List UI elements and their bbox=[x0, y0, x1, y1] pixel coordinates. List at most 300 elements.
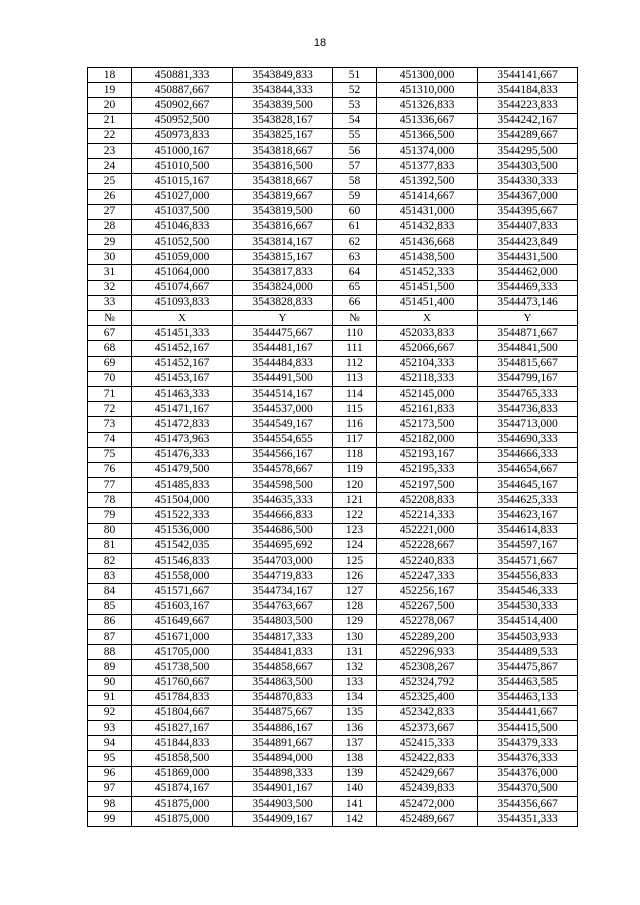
cell-num-right: 63 bbox=[333, 250, 377, 265]
cell-x-left: 451858,500 bbox=[132, 751, 233, 766]
cell-y-left: 3544903,500 bbox=[233, 797, 333, 812]
cell-num-left: 97 bbox=[88, 781, 132, 796]
cell-x-right: 452256,167 bbox=[377, 584, 478, 599]
header-num-left: № bbox=[88, 311, 132, 326]
cell-x-right: 451366,500 bbox=[377, 128, 478, 143]
cell-num-left: 73 bbox=[88, 417, 132, 432]
cell-num-right: 128 bbox=[333, 599, 377, 614]
table-row bbox=[88, 629, 578, 644]
coordinates-table bbox=[87, 67, 578, 827]
cell-num-left: 88 bbox=[88, 645, 132, 660]
cell-x-right: 452145,000 bbox=[377, 386, 478, 401]
table-header-block bbox=[88, 311, 578, 326]
cell-num-right: 136 bbox=[333, 721, 377, 736]
cell-x-left: 451738,500 bbox=[132, 660, 233, 675]
cell-x-right: 452208,833 bbox=[377, 493, 478, 508]
cell-y-left: 3543814,167 bbox=[233, 235, 333, 250]
cell-x-left: 451536,000 bbox=[132, 523, 233, 538]
cell-num-right: 118 bbox=[333, 447, 377, 462]
table-row bbox=[88, 417, 578, 432]
table-row bbox=[88, 721, 578, 736]
cell-y-right: 3544713,000 bbox=[478, 417, 578, 432]
cell-y-right: 3544295,500 bbox=[478, 143, 578, 158]
cell-x-left: 451760,667 bbox=[132, 675, 233, 690]
cell-num-left: 69 bbox=[88, 356, 132, 371]
cell-x-right: 451374,000 bbox=[377, 143, 478, 158]
cell-num-left: 91 bbox=[88, 690, 132, 705]
cell-y-right: 3544223,833 bbox=[478, 98, 578, 113]
cell-y-right: 3544462,000 bbox=[478, 265, 578, 280]
cell-y-right: 3544765,333 bbox=[478, 386, 578, 401]
cell-y-left: 3544909,167 bbox=[233, 812, 333, 827]
cell-y-right: 3544514,400 bbox=[478, 614, 578, 629]
cell-y-right: 3544370,500 bbox=[478, 781, 578, 796]
cell-y-right: 3544431,500 bbox=[478, 250, 578, 265]
cell-num-left: 74 bbox=[88, 432, 132, 447]
table-row bbox=[88, 356, 578, 371]
cell-y-right: 3544367,000 bbox=[478, 189, 578, 204]
cell-y-right: 3544530,333 bbox=[478, 599, 578, 614]
table-row bbox=[88, 538, 578, 553]
cell-y-right: 3544489,533 bbox=[478, 645, 578, 660]
cell-num-right: 54 bbox=[333, 113, 377, 128]
cell-y-right: 3544546,333 bbox=[478, 584, 578, 599]
table-row bbox=[88, 614, 578, 629]
cell-num-left: 98 bbox=[88, 797, 132, 812]
cell-num-left: 29 bbox=[88, 235, 132, 250]
cell-y-left: 3544475,667 bbox=[233, 326, 333, 341]
cell-num-left: 76 bbox=[88, 462, 132, 477]
cell-x-left: 450952,500 bbox=[132, 113, 233, 128]
cell-x-right: 452422,833 bbox=[377, 751, 478, 766]
cell-x-left: 451451,333 bbox=[132, 326, 233, 341]
cell-num-right: 114 bbox=[333, 386, 377, 401]
table-row bbox=[88, 751, 578, 766]
cell-y-left: 3544554,655 bbox=[233, 432, 333, 447]
cell-num-right: 122 bbox=[333, 508, 377, 523]
cell-num-right: 58 bbox=[333, 174, 377, 189]
cell-y-left: 3544858,667 bbox=[233, 660, 333, 675]
cell-x-right: 452161,833 bbox=[377, 402, 478, 417]
cell-num-right: 125 bbox=[333, 554, 377, 569]
table-row bbox=[88, 508, 578, 523]
cell-y-left: 3544891,667 bbox=[233, 736, 333, 751]
cell-num-right: 110 bbox=[333, 326, 377, 341]
cell-num-right: 115 bbox=[333, 402, 377, 417]
cell-x-left: 450973,833 bbox=[132, 128, 233, 143]
cell-y-left: 3543828,833 bbox=[233, 295, 333, 310]
cell-y-left: 3543828,167 bbox=[233, 113, 333, 128]
cell-y-left: 3544803,500 bbox=[233, 614, 333, 629]
cell-num-left: 25 bbox=[88, 174, 132, 189]
table-row bbox=[88, 341, 578, 356]
cell-x-left: 451705,000 bbox=[132, 645, 233, 660]
cell-y-right: 3544871,667 bbox=[478, 326, 578, 341]
cell-y-left: 3544734,167 bbox=[233, 584, 333, 599]
cell-y-left: 3543839,500 bbox=[233, 98, 333, 113]
cell-num-left: 70 bbox=[88, 371, 132, 386]
cell-y-right: 3544841,500 bbox=[478, 341, 578, 356]
header-y-right: Y bbox=[478, 311, 578, 326]
cell-x-right: 451438,500 bbox=[377, 250, 478, 265]
cell-y-right: 3544815,667 bbox=[478, 356, 578, 371]
header-num-right: № bbox=[333, 311, 377, 326]
table-row bbox=[88, 265, 578, 280]
cell-y-left: 3544578,667 bbox=[233, 462, 333, 477]
table-row bbox=[88, 736, 578, 751]
cell-y-left: 3544763,667 bbox=[233, 599, 333, 614]
cell-x-left: 451649,667 bbox=[132, 614, 233, 629]
cell-x-right: 452118,333 bbox=[377, 371, 478, 386]
table-row bbox=[88, 493, 578, 508]
cell-x-left: 451479,500 bbox=[132, 462, 233, 477]
cell-y-right: 3544351,333 bbox=[478, 812, 578, 827]
table-row bbox=[88, 447, 578, 462]
cell-num-right: 132 bbox=[333, 660, 377, 675]
page-number: 18 bbox=[313, 37, 327, 49]
table-row bbox=[88, 326, 578, 341]
cell-y-right: 3544623,167 bbox=[478, 508, 578, 523]
cell-x-right: 452033,833 bbox=[377, 326, 478, 341]
cell-x-right: 452267,500 bbox=[377, 599, 478, 614]
cell-num-left: 84 bbox=[88, 584, 132, 599]
cell-x-left: 451875,000 bbox=[132, 797, 233, 812]
table-row bbox=[88, 675, 578, 690]
cell-x-left: 451476,333 bbox=[132, 447, 233, 462]
table-row bbox=[88, 797, 578, 812]
cell-y-left: 3544870,833 bbox=[233, 690, 333, 705]
cell-num-right: 120 bbox=[333, 478, 377, 493]
table-row bbox=[88, 569, 578, 584]
cell-y-left: 3543815,167 bbox=[233, 250, 333, 265]
cell-x-right: 451336,667 bbox=[377, 113, 478, 128]
cell-num-left: 92 bbox=[88, 705, 132, 720]
cell-y-right: 3544330,333 bbox=[478, 174, 578, 189]
cell-x-left: 451074,667 bbox=[132, 280, 233, 295]
cell-num-right: 123 bbox=[333, 523, 377, 538]
cell-x-left: 451522,333 bbox=[132, 508, 233, 523]
cell-num-right: 137 bbox=[333, 736, 377, 751]
cell-x-right: 452195,333 bbox=[377, 462, 478, 477]
cell-num-right: 116 bbox=[333, 417, 377, 432]
cell-x-left: 451064,000 bbox=[132, 265, 233, 280]
cell-num-right: 111 bbox=[333, 341, 377, 356]
cell-num-left: 71 bbox=[88, 386, 132, 401]
table-row bbox=[88, 781, 578, 796]
cell-y-right: 3544571,667 bbox=[478, 554, 578, 569]
table-row bbox=[88, 113, 578, 128]
cell-x-left: 450902,667 bbox=[132, 98, 233, 113]
table-row bbox=[88, 462, 578, 477]
cell-num-right: 129 bbox=[333, 614, 377, 629]
cell-num-right: 61 bbox=[333, 219, 377, 234]
cell-y-right: 3544242,167 bbox=[478, 113, 578, 128]
cell-x-right: 451414,667 bbox=[377, 189, 478, 204]
cell-x-right: 452182,000 bbox=[377, 432, 478, 447]
cell-y-right: 3544415,500 bbox=[478, 721, 578, 736]
table-row bbox=[88, 128, 578, 143]
cell-y-right: 3544736,833 bbox=[478, 402, 578, 417]
cell-y-left: 3544703,000 bbox=[233, 554, 333, 569]
cell-y-right: 3544184,833 bbox=[478, 83, 578, 98]
cell-x-left: 451453,167 bbox=[132, 371, 233, 386]
cell-num-right: 133 bbox=[333, 675, 377, 690]
cell-y-right: 3544614,833 bbox=[478, 523, 578, 538]
cell-y-right: 3544441,667 bbox=[478, 705, 578, 720]
cell-x-left: 451463,333 bbox=[132, 386, 233, 401]
cell-num-right: 117 bbox=[333, 432, 377, 447]
cell-y-right: 3544645,167 bbox=[478, 478, 578, 493]
cell-num-left: 21 bbox=[88, 113, 132, 128]
cell-y-left: 3544875,667 bbox=[233, 705, 333, 720]
cell-y-right: 3544379,333 bbox=[478, 736, 578, 751]
cell-y-left: 3544695,692 bbox=[233, 538, 333, 553]
header-row bbox=[88, 311, 578, 326]
cell-num-left: 32 bbox=[88, 280, 132, 295]
cell-y-left: 3544484,833 bbox=[233, 356, 333, 371]
cell-num-left: 95 bbox=[88, 751, 132, 766]
cell-y-left: 3544686,500 bbox=[233, 523, 333, 538]
cell-x-left: 451093,833 bbox=[132, 295, 233, 310]
cell-x-left: 451558,000 bbox=[132, 569, 233, 584]
cell-x-right: 452472,000 bbox=[377, 797, 478, 812]
cell-x-right: 452429,667 bbox=[377, 766, 478, 781]
cell-x-right: 452104,333 bbox=[377, 356, 478, 371]
cell-x-left: 451571,667 bbox=[132, 584, 233, 599]
cell-y-left: 3544719,833 bbox=[233, 569, 333, 584]
cell-x-right: 452228,667 bbox=[377, 538, 478, 553]
cell-x-right: 452373,667 bbox=[377, 721, 478, 736]
cell-num-left: 28 bbox=[88, 219, 132, 234]
cell-x-left: 451485,833 bbox=[132, 478, 233, 493]
cell-x-right: 451377,833 bbox=[377, 159, 478, 174]
cell-y-right: 3544376,333 bbox=[478, 751, 578, 766]
cell-num-right: 141 bbox=[333, 797, 377, 812]
cell-y-right: 3544556,833 bbox=[478, 569, 578, 584]
table-row bbox=[88, 432, 578, 447]
cell-num-left: 93 bbox=[88, 721, 132, 736]
cell-y-left: 3543844,333 bbox=[233, 83, 333, 98]
cell-x-right: 451392,500 bbox=[377, 174, 478, 189]
cell-x-right: 451326,833 bbox=[377, 98, 478, 113]
cell-num-right: 59 bbox=[333, 189, 377, 204]
cell-y-right: 3544666,333 bbox=[478, 447, 578, 462]
cell-x-left: 451804,667 bbox=[132, 705, 233, 720]
cell-x-right: 451310,000 bbox=[377, 83, 478, 98]
table-row bbox=[88, 645, 578, 660]
cell-num-right: 131 bbox=[333, 645, 377, 660]
cell-x-right: 452415,333 bbox=[377, 736, 478, 751]
cell-num-left: 23 bbox=[88, 143, 132, 158]
table-row bbox=[88, 478, 578, 493]
cell-num-left: 99 bbox=[88, 812, 132, 827]
cell-y-left: 3543819,500 bbox=[233, 204, 333, 219]
cell-x-left: 451546,833 bbox=[132, 554, 233, 569]
cell-num-right: 140 bbox=[333, 781, 377, 796]
cell-y-left: 3543824,000 bbox=[233, 280, 333, 295]
cell-x-left: 451504,000 bbox=[132, 493, 233, 508]
cell-num-left: 72 bbox=[88, 402, 132, 417]
cell-x-right: 452324,792 bbox=[377, 675, 478, 690]
cell-num-left: 26 bbox=[88, 189, 132, 204]
table-row bbox=[88, 250, 578, 265]
cell-num-left: 87 bbox=[88, 629, 132, 644]
cell-num-left: 22 bbox=[88, 128, 132, 143]
cell-x-left: 451015,167 bbox=[132, 174, 233, 189]
table-row bbox=[88, 143, 578, 158]
cell-x-left: 451052,500 bbox=[132, 235, 233, 250]
cell-x-right: 452308,267 bbox=[377, 660, 478, 675]
cell-y-right: 3544289,667 bbox=[478, 128, 578, 143]
cell-y-left: 3543817,833 bbox=[233, 265, 333, 280]
cell-y-right: 3544625,333 bbox=[478, 493, 578, 508]
table-row bbox=[88, 554, 578, 569]
table-block-1 bbox=[88, 68, 578, 311]
cell-num-left: 79 bbox=[88, 508, 132, 523]
table-row bbox=[88, 280, 578, 295]
cell-y-right: 3544503,933 bbox=[478, 629, 578, 644]
cell-y-right: 3544799,167 bbox=[478, 371, 578, 386]
cell-num-left: 20 bbox=[88, 98, 132, 113]
cell-num-right: 130 bbox=[333, 629, 377, 644]
table-row bbox=[88, 174, 578, 189]
cell-num-left: 78 bbox=[88, 493, 132, 508]
cell-num-right: 124 bbox=[333, 538, 377, 553]
cell-y-left: 3544898,333 bbox=[233, 766, 333, 781]
cell-y-right: 3544597,167 bbox=[478, 538, 578, 553]
cell-y-left: 3544666,833 bbox=[233, 508, 333, 523]
cell-x-left: 451471,167 bbox=[132, 402, 233, 417]
cell-y-left: 3544901,167 bbox=[233, 781, 333, 796]
cell-y-left: 3544894,000 bbox=[233, 751, 333, 766]
cell-x-left: 451875,000 bbox=[132, 812, 233, 827]
table-row bbox=[88, 705, 578, 720]
cell-num-left: 75 bbox=[88, 447, 132, 462]
cell-x-right: 452197,500 bbox=[377, 478, 478, 493]
cell-y-left: 3544598,500 bbox=[233, 478, 333, 493]
table-row bbox=[88, 402, 578, 417]
cell-x-left: 451000,167 bbox=[132, 143, 233, 158]
cell-num-right: 55 bbox=[333, 128, 377, 143]
cell-num-right: 62 bbox=[333, 235, 377, 250]
table-row bbox=[88, 766, 578, 781]
cell-num-left: 27 bbox=[88, 204, 132, 219]
table-row bbox=[88, 584, 578, 599]
cell-num-left: 94 bbox=[88, 736, 132, 751]
cell-num-right: 53 bbox=[333, 98, 377, 113]
cell-y-right: 3544356,667 bbox=[478, 797, 578, 812]
header-y-left: Y bbox=[233, 311, 333, 326]
cell-num-left: 96 bbox=[88, 766, 132, 781]
cell-num-right: 139 bbox=[333, 766, 377, 781]
cell-x-right: 451452,333 bbox=[377, 265, 478, 280]
table-row bbox=[88, 599, 578, 614]
cell-num-left: 89 bbox=[88, 660, 132, 675]
header-x-right: X bbox=[377, 311, 478, 326]
cell-y-left: 3543818,667 bbox=[233, 143, 333, 158]
cell-x-left: 451046,833 bbox=[132, 219, 233, 234]
cell-y-right: 3544423,849 bbox=[478, 235, 578, 250]
cell-x-left: 451671,000 bbox=[132, 629, 233, 644]
cell-num-right: 126 bbox=[333, 569, 377, 584]
table-row bbox=[88, 371, 578, 386]
cell-y-right: 3544407,833 bbox=[478, 219, 578, 234]
cell-num-right: 127 bbox=[333, 584, 377, 599]
cell-y-left: 3544566,167 bbox=[233, 447, 333, 462]
cell-y-right: 3544654,667 bbox=[478, 462, 578, 477]
cell-x-left: 450881,333 bbox=[132, 68, 233, 83]
cell-num-left: 77 bbox=[88, 478, 132, 493]
cell-num-right: 113 bbox=[333, 371, 377, 386]
cell-x-right: 452247,333 bbox=[377, 569, 478, 584]
table-row bbox=[88, 812, 578, 827]
cell-num-left: 31 bbox=[88, 265, 132, 280]
cell-x-left: 451473,963 bbox=[132, 432, 233, 447]
cell-x-right: 451436,668 bbox=[377, 235, 478, 250]
cell-y-left: 3544863,500 bbox=[233, 675, 333, 690]
cell-y-left: 3543818,667 bbox=[233, 174, 333, 189]
cell-y-left: 3544817,333 bbox=[233, 629, 333, 644]
cell-x-left: 451844,833 bbox=[132, 736, 233, 751]
cell-num-left: 81 bbox=[88, 538, 132, 553]
cell-num-right: 57 bbox=[333, 159, 377, 174]
cell-num-left: 90 bbox=[88, 675, 132, 690]
cell-num-right: 135 bbox=[333, 705, 377, 720]
cell-x-left: 451603,167 bbox=[132, 599, 233, 614]
table-row bbox=[88, 219, 578, 234]
cell-num-right: 134 bbox=[333, 690, 377, 705]
cell-x-right: 452289,200 bbox=[377, 629, 478, 644]
cell-x-right: 452278,067 bbox=[377, 614, 478, 629]
cell-num-left: 24 bbox=[88, 159, 132, 174]
cell-y-right: 3544141,667 bbox=[478, 68, 578, 83]
cell-x-right: 452439,833 bbox=[377, 781, 478, 796]
cell-y-left: 3543819,667 bbox=[233, 189, 333, 204]
cell-x-right: 452221,000 bbox=[377, 523, 478, 538]
table-row bbox=[88, 523, 578, 538]
cell-num-right: 121 bbox=[333, 493, 377, 508]
cell-x-left: 451059,000 bbox=[132, 250, 233, 265]
cell-y-right: 3544395,667 bbox=[478, 204, 578, 219]
cell-num-left: 67 bbox=[88, 326, 132, 341]
cell-x-left: 451452,167 bbox=[132, 341, 233, 356]
cell-x-left: 451027,000 bbox=[132, 189, 233, 204]
cell-y-left: 3544514,167 bbox=[233, 386, 333, 401]
cell-num-left: 30 bbox=[88, 250, 132, 265]
table-row bbox=[88, 83, 578, 98]
table-block-2 bbox=[88, 326, 578, 827]
cell-num-right: 66 bbox=[333, 295, 377, 310]
cell-y-left: 3543816,500 bbox=[233, 159, 333, 174]
cell-y-left: 3544841,833 bbox=[233, 645, 333, 660]
cell-y-left: 3544537,000 bbox=[233, 402, 333, 417]
cell-y-left: 3544886,167 bbox=[233, 721, 333, 736]
cell-x-right: 451300,000 bbox=[377, 68, 478, 83]
cell-y-right: 3544463,133 bbox=[478, 690, 578, 705]
cell-num-left: 19 bbox=[88, 83, 132, 98]
cell-num-right: 119 bbox=[333, 462, 377, 477]
cell-num-right: 51 bbox=[333, 68, 377, 83]
cell-x-left: 451452,167 bbox=[132, 356, 233, 371]
cell-y-left: 3544491,500 bbox=[233, 371, 333, 386]
table-row bbox=[88, 189, 578, 204]
cell-num-right: 65 bbox=[333, 280, 377, 295]
cell-x-right: 451432,833 bbox=[377, 219, 478, 234]
cell-y-left: 3544635,333 bbox=[233, 493, 333, 508]
cell-y-right: 3544473,146 bbox=[478, 295, 578, 310]
cell-y-left: 3543816,667 bbox=[233, 219, 333, 234]
table-row bbox=[88, 159, 578, 174]
